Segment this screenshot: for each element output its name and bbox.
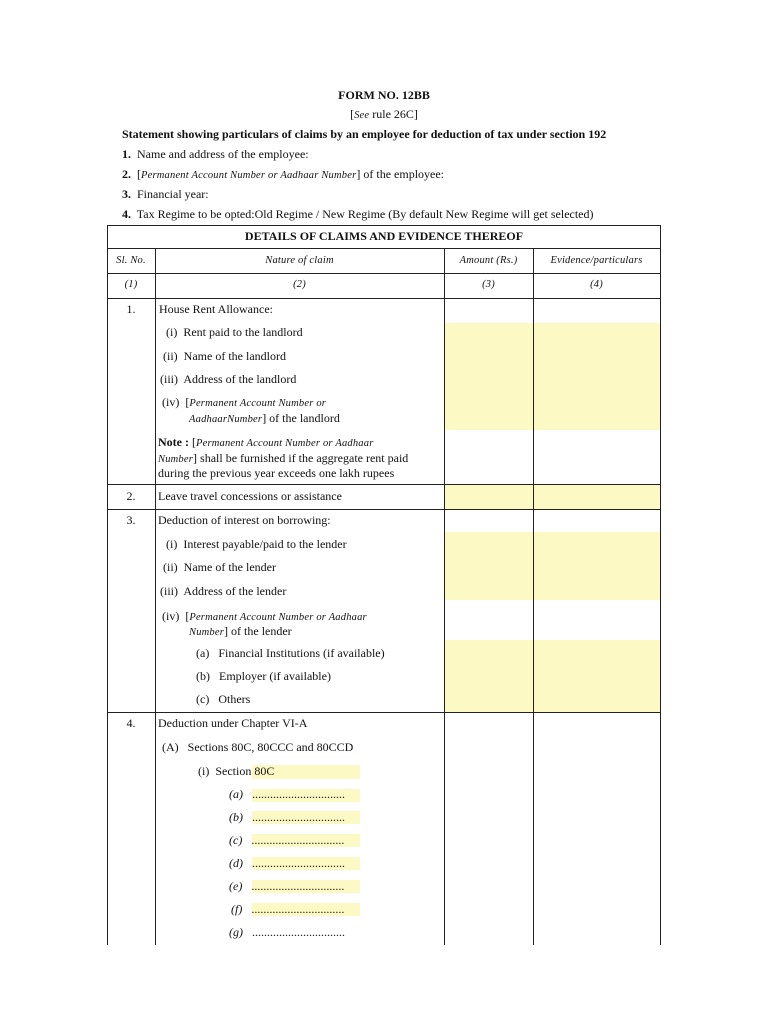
sub-num: (i) [198, 764, 210, 778]
rule-reference [0, 107, 768, 122]
column-header-nature: Nature of claim [265, 255, 334, 266]
statement-heading: Statement showing particulars of claims by an employee for deduction of tax under section 192 [122, 127, 607, 141]
letter-num: (f) [231, 902, 243, 916]
note-label: Note : [158, 435, 189, 449]
row-4-letter-c [229, 833, 344, 848]
row-3-sub-b [196, 669, 331, 684]
intro-item-2 [122, 167, 444, 182]
item-num: (i) [166, 537, 178, 551]
note-italic: Permanent Account Number or Aadhaar [195, 438, 374, 449]
column-divider [155, 248, 156, 945]
row-2-sl: 2. [126, 489, 136, 503]
intro-num: 3. [122, 187, 131, 201]
row-1-item-ii [163, 349, 286, 364]
row-1-sl: 1. [126, 302, 136, 316]
letter-dots: ............................... [252, 787, 345, 801]
sub-text: Employer (if available) [219, 669, 331, 683]
row-3-item-ii [163, 560, 276, 575]
sub-num: (c) [196, 692, 210, 706]
letter-dots: ............................... [251, 833, 345, 847]
intro-num: 2. [122, 167, 131, 181]
row-4-section-a [162, 740, 353, 755]
row-4-letter-a [229, 787, 345, 802]
table-line [107, 484, 661, 485]
letter-num: (g) [229, 925, 243, 939]
item-text: ] of the lender [224, 624, 292, 638]
row-1-item-iv [162, 395, 326, 410]
intro-italic: Permanent Account Number or Aadhaar Number [141, 170, 357, 181]
item-num: (ii) [163, 349, 178, 363]
row-1-title: House Rent Allowance: [159, 302, 273, 316]
intro-text: Name and address of the employee: [137, 147, 309, 161]
item-num: (iv) [162, 609, 180, 623]
row-4-letter-f [231, 902, 344, 917]
row-1-note-line2 [158, 451, 408, 466]
row-3-title: Deduction of interest on borrowing: [158, 513, 331, 527]
input-area-lender-amount[interactable] [445, 640, 660, 712]
item-num: (ii) [163, 560, 178, 574]
row-3-item-iv-cont [189, 624, 292, 639]
intro-num: 4. [122, 207, 131, 221]
row-1-item-iv-cont [189, 411, 340, 426]
sub-text: Others [218, 692, 251, 706]
note-open: [ [188, 435, 196, 449]
row-4-letter-b [229, 810, 345, 825]
letter-dots: ............................... [252, 856, 345, 870]
row-4-letter-e [229, 879, 344, 894]
row-3-item-i [166, 537, 347, 552]
table-heading: DETAILS OF CLAIMS AND EVIDENCE THEREOF [244, 229, 524, 243]
section-text: Sections 80C, 80CCC and 80CCD [187, 740, 354, 754]
row-3-sub-a [196, 646, 385, 661]
row-1-item-i [166, 325, 303, 340]
row-3-item-iv [162, 609, 367, 624]
rule-ref: rule 26C] [369, 107, 418, 121]
letter-dots: ............................... [252, 810, 345, 824]
item-text: Name of the lender [183, 560, 276, 574]
sub-num: (b) [196, 669, 210, 683]
letter-dots: ............................... [251, 902, 345, 916]
intro-text: ] of the employee: [356, 167, 445, 181]
column-number: (2) [293, 279, 306, 290]
letter-num: (b) [229, 810, 243, 824]
item-text: Name of the landlord [183, 349, 286, 363]
item-num: (iii) [160, 372, 178, 386]
table-line [107, 712, 661, 713]
item-num: (iv) [162, 395, 180, 409]
table-line [107, 509, 661, 510]
column-number: (3) [482, 279, 495, 290]
row-3-sl: 3. [126, 513, 136, 527]
letter-num: (c) [229, 833, 243, 847]
input-area-interest-amount[interactable] [445, 532, 660, 600]
column-number: (1) [124, 279, 138, 290]
note-italic: Number [158, 454, 194, 465]
item-text: Address of the lender [183, 584, 287, 598]
item-text: Interest payable/paid to the lender [183, 537, 347, 551]
rule-see: See [354, 110, 370, 121]
row-3-sub-c [196, 692, 250, 707]
intro-num: 1. [122, 147, 131, 161]
sub-num: (a) [196, 646, 210, 660]
table-line [107, 273, 661, 274]
item-italic: AadhaarNumber [189, 414, 263, 425]
intro-open: [ [137, 167, 141, 181]
item-text: Address of the landlord [183, 372, 297, 386]
letter-dots: ............................... [251, 879, 345, 893]
column-divider [444, 248, 445, 945]
row-4-sl: 4. [126, 716, 136, 730]
row-4-sub-i [198, 764, 274, 779]
input-area-lta-amount[interactable] [445, 485, 660, 509]
rule-open: [ [350, 107, 355, 121]
item-open: [ [185, 395, 190, 409]
row-2-title: Leave travel concessions or assistance [158, 489, 342, 503]
intro-item-1 [122, 147, 309, 162]
sub-text: Financial Institutions (if available) [218, 646, 385, 660]
letter-dots: ............................... [252, 925, 345, 939]
intro-text: Financial year: [137, 187, 209, 201]
table-line [107, 248, 661, 249]
letter-num: (d) [229, 856, 243, 870]
column-header-sl: Sl. No. [116, 255, 146, 266]
item-italic: Permanent Account Number or [189, 398, 327, 409]
table-border-top [107, 225, 661, 226]
column-header-amount: Amount (Rs.) [459, 255, 518, 266]
letter-num: (e) [229, 879, 243, 893]
table-border-left [107, 225, 108, 945]
row-1-note-line3: during the previous year exceeds one lakh rupees [158, 466, 395, 480]
input-area-hra-amount[interactable] [445, 323, 660, 430]
column-divider [533, 248, 534, 945]
row-4-letter-d [229, 856, 345, 871]
item-text: Rent paid to the landlord [183, 325, 303, 339]
intro-text: Tax Regime to be opted:Old Regime / New Regime (By default New Regime will get selected) [136, 207, 594, 221]
row-4-letter-g [229, 925, 345, 940]
item-italic: Permanent Account Number or Aadhaar [189, 612, 367, 623]
table-border-right [660, 225, 661, 945]
note-text: ] shall be furnished if the aggregate rent paid [193, 451, 409, 465]
letter-num: (a) [229, 787, 243, 801]
form-title: FORM NO. 12BB [338, 88, 430, 102]
item-num: (iii) [160, 584, 178, 598]
row-3-item-iii [160, 584, 286, 599]
row-4-title: Deduction under Chapter VI-A [158, 716, 308, 730]
row-1-item-iii [160, 372, 296, 387]
item-text: ] of the landlord [262, 411, 340, 425]
section-num: (A) [162, 740, 179, 754]
intro-item-3 [122, 187, 209, 202]
sub-text: Section 80C [215, 764, 275, 778]
row-1-note [158, 435, 374, 450]
column-number: (4) [590, 279, 603, 290]
item-num: (i) [166, 325, 178, 339]
table-line [107, 298, 661, 299]
column-header-evidence: Evidence/particulars [550, 255, 643, 266]
item-open: [ [185, 609, 190, 623]
item-italic: Number [189, 627, 225, 638]
intro-item-4 [122, 207, 594, 222]
